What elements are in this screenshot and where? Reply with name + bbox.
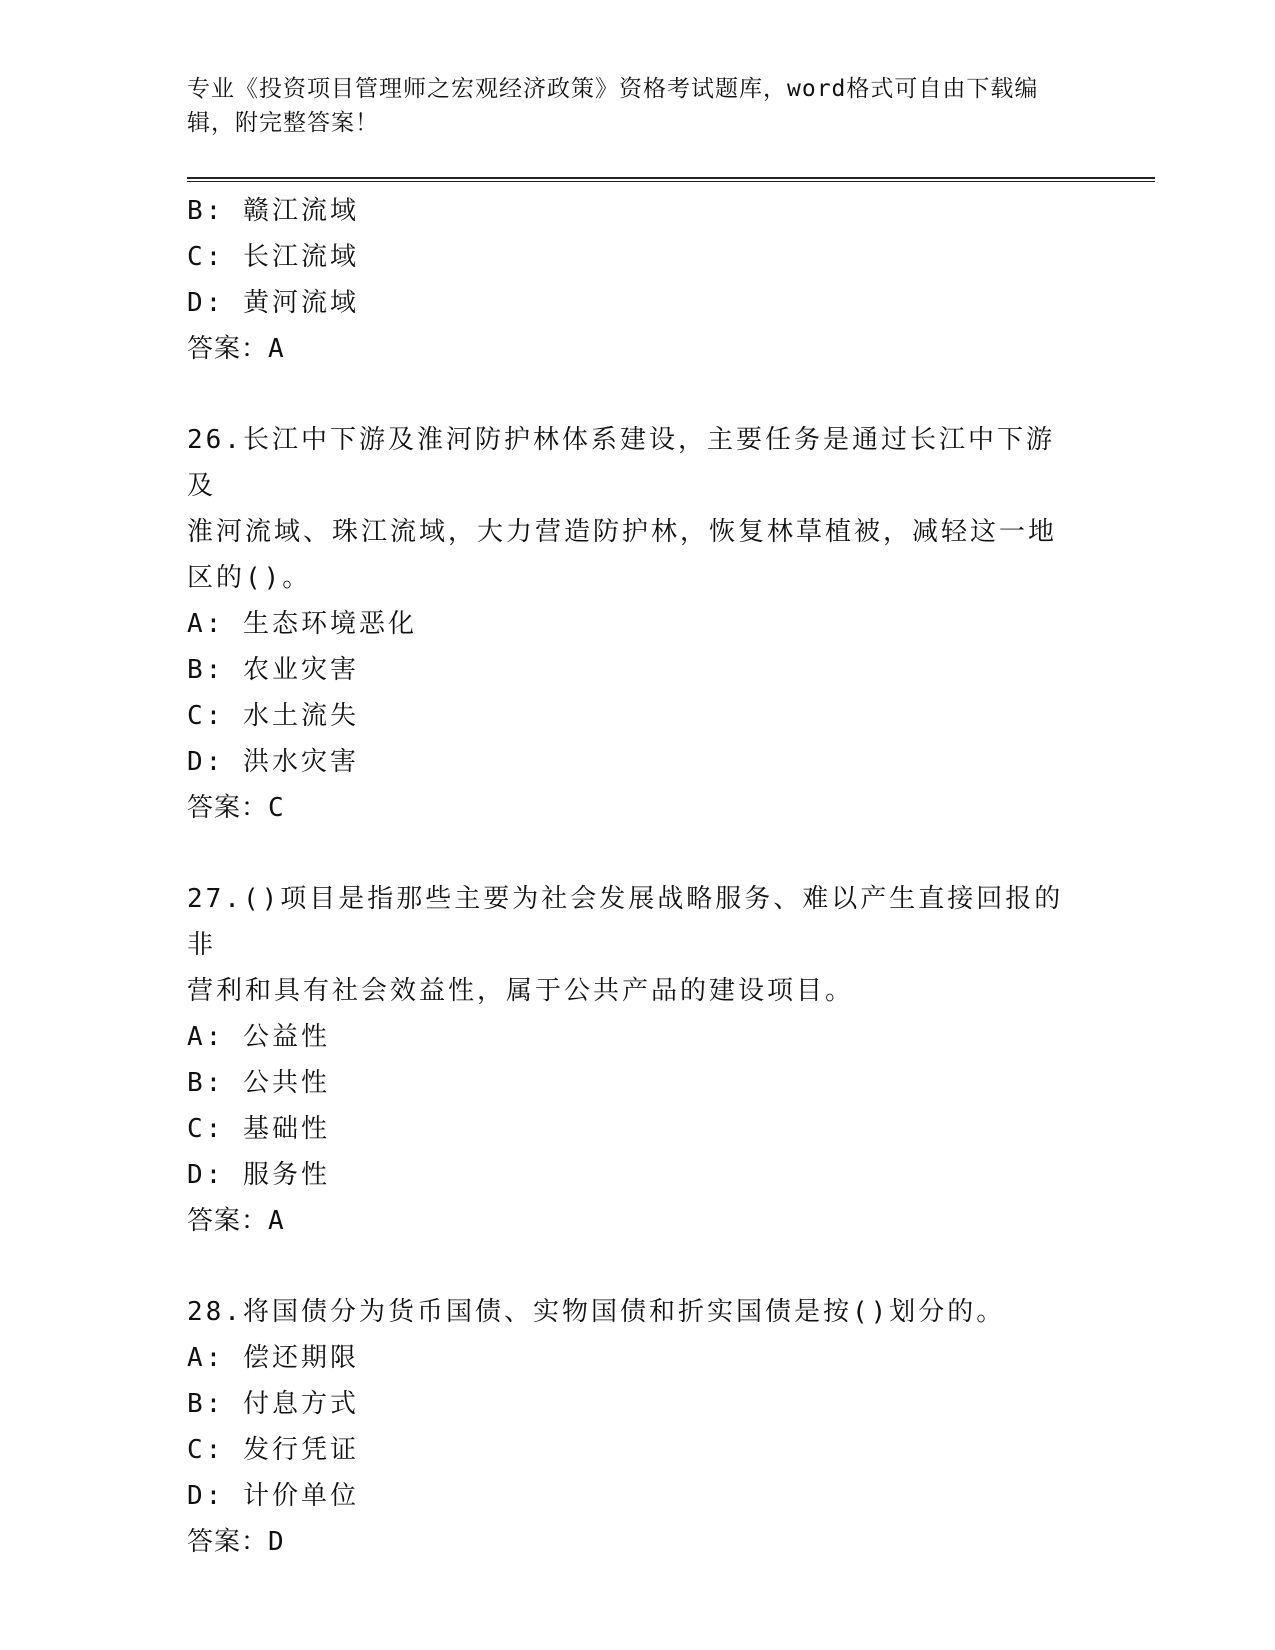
question-26-text: [187, 417, 1067, 601]
question-25-option-d: D: 黄河流域: [187, 288, 359, 318]
question-26: [187, 417, 1087, 831]
question-27-option-c: C: 基础性: [187, 1114, 330, 1144]
question-25-option-c: C: 长江流域: [187, 242, 359, 272]
question-26-option-d: D: 洪水灾害: [187, 747, 359, 777]
header-divider: [187, 177, 1155, 182]
question-26-text-line-1: 26.长江中下游及淮河防护林体系建设，主要任务是通过长江中下游及: [187, 425, 1055, 501]
question-27-answer: 答案：A: [187, 1206, 285, 1236]
question-26-option-a: A: 生态环境恶化: [187, 609, 417, 639]
question-27-text-line-2: 营利和具有社会效益性，属于公共产品的建设项目。: [187, 976, 855, 1006]
question-26-text-line-2: 淮河流域、珠江流域，大力营造防护林，恢复林草植被，减轻这一地: [187, 517, 1058, 547]
question-25-option-b: B: 赣江流域: [187, 196, 359, 226]
spacer: [187, 372, 1087, 417]
question-26-option-c: C: 水土流失: [187, 701, 359, 731]
header-line-1: 专业《投资项目管理师之宏观经济政策》资格考试题库，word格式可自由下载编: [187, 76, 1039, 102]
question-28-text-line-1: 28.将国债分为货币国债、实物国债和折实国债是按()划分的。: [187, 1297, 1006, 1327]
header-line-2: 辑，附完整答案！: [187, 110, 379, 136]
question-list: [187, 188, 1087, 1565]
question-26-option-b: B: 农业灾害: [187, 655, 359, 685]
question-26-answer: 答案：C: [187, 793, 285, 823]
question-27-text-line-1: 27.()项目是指那些主要为社会发展战略服务、难以产生直接回报的非: [187, 884, 1064, 960]
question-27-option-a: A: 公益性: [187, 1022, 330, 1052]
question-25-answer: 答案：A: [187, 334, 285, 364]
question-28-answer: 答案：D: [187, 1527, 285, 1557]
question-28-option-b: B: 付息方式: [187, 1389, 359, 1419]
question-28-option-c: C: 发行凭证: [187, 1435, 359, 1465]
question-28: [187, 1289, 1087, 1565]
question-27: [187, 876, 1087, 1244]
question-27-text: [187, 876, 1067, 1014]
question-27-option-d: D: 服务性: [187, 1160, 330, 1190]
question-28-option-d: D: 计价单位: [187, 1481, 359, 1511]
question-28-option-a: A: 偿还期限: [187, 1343, 359, 1373]
question-25: [187, 188, 1087, 372]
spacer: [187, 1244, 1087, 1289]
spacer: [187, 831, 1087, 876]
question-27-option-b: B: 公共性: [187, 1068, 330, 1098]
question-28-text: [187, 1289, 1067, 1335]
question-26-text-line-3: 区的()。: [187, 563, 312, 593]
document-header: [187, 72, 1067, 140]
